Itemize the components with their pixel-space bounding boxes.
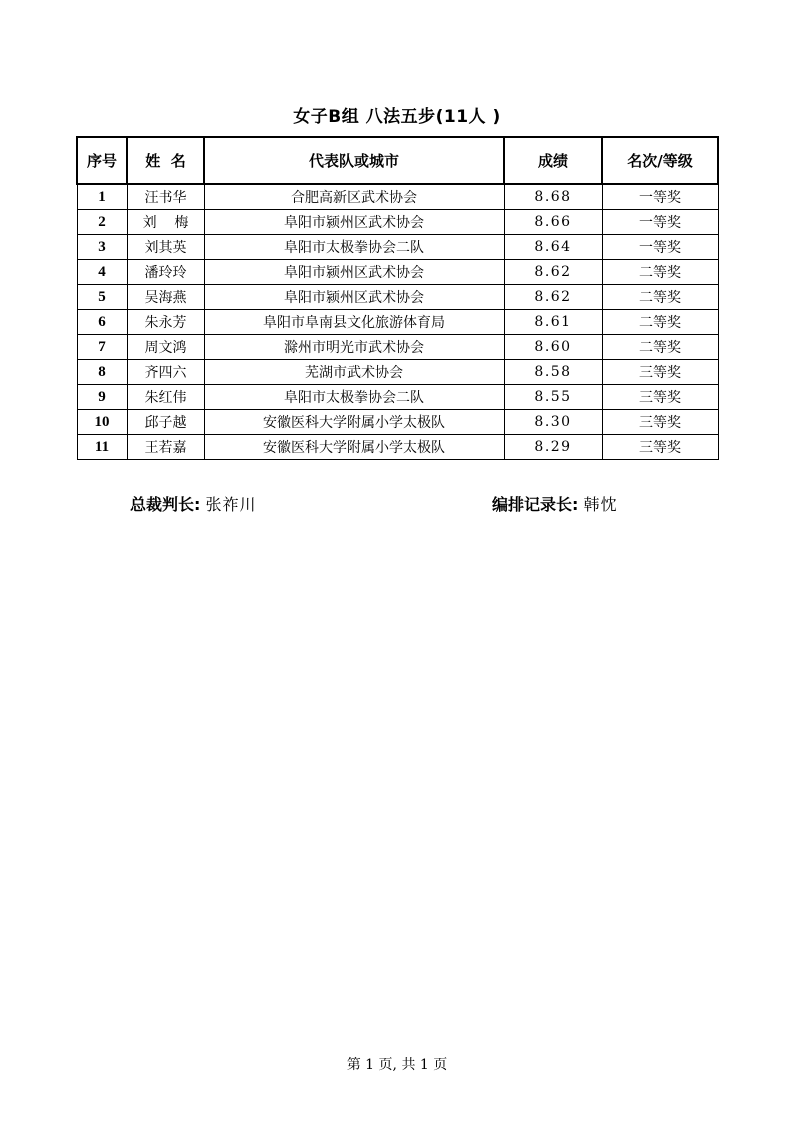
page-number: 第 1 页, 共 1 页: [346, 1057, 448, 1073]
cell-rank: 一等奖: [602, 210, 718, 235]
cell-seq: 6: [77, 310, 127, 335]
cell-team: 合肥高新区武术协会: [204, 184, 504, 210]
cell-seq: 10: [77, 410, 127, 435]
recorder-label: 编排记录长:: [492, 495, 579, 514]
table-row: [77, 184, 718, 210]
cell-team: 阜阳市颍州区武术协会: [204, 285, 504, 310]
cell-name: 周文鸿: [127, 335, 204, 360]
cell-seq: 1: [77, 184, 127, 210]
cell-team: 阜阳市颍州区武术协会: [204, 210, 504, 235]
cell-score: 8.68: [504, 184, 602, 210]
cell-name: 齐四六: [127, 360, 204, 385]
cell-team: 阜阳市太极拳协会二队: [204, 385, 504, 410]
cell-team: 阜阳市太极拳协会二队: [204, 235, 504, 260]
table-row: [77, 260, 718, 285]
cell-rank: 三等奖: [602, 435, 718, 460]
recorder-signature: [492, 492, 618, 515]
header-seq: 序号: [77, 137, 127, 184]
cell-seq: 9: [77, 385, 127, 410]
document-title: 女子B组 八法五步(11人 ): [293, 107, 501, 127]
cell-name: 邱子越: [127, 410, 204, 435]
cell-score: 8.58: [504, 360, 602, 385]
cell-seq: 4: [77, 260, 127, 285]
header-name: 姓 名: [127, 137, 204, 184]
table-header-row: [77, 137, 718, 184]
cell-score: 8.66: [504, 210, 602, 235]
cell-team: 安徽医科大学附属小学太极队: [204, 435, 504, 460]
table-row: [77, 210, 718, 235]
cell-team: 芜湖市武术协会: [204, 360, 504, 385]
cell-score: 8.29: [504, 435, 602, 460]
cell-team: 滁州市明光市武术协会: [204, 335, 504, 360]
cell-name: 潘玲玲: [127, 260, 204, 285]
cell-name: 吴海燕: [127, 285, 204, 310]
cell-rank: 一等奖: [602, 184, 718, 210]
cell-rank: 二等奖: [602, 260, 718, 285]
cell-team: 阜阳市阜南县文化旅游体育局: [204, 310, 504, 335]
header-score: 成绩: [504, 137, 602, 184]
table-row: [77, 285, 718, 310]
cell-rank: 二等奖: [602, 285, 718, 310]
recorder-name: 韩忱: [583, 495, 618, 514]
cell-rank: 一等奖: [602, 235, 718, 260]
cell-seq: 8: [77, 360, 127, 385]
table-row: [77, 310, 718, 335]
cell-name: 朱永芳: [127, 310, 204, 335]
cell-rank: 二等奖: [602, 310, 718, 335]
cell-score: 8.30: [504, 410, 602, 435]
cell-rank: 三等奖: [602, 360, 718, 385]
table-row: [77, 335, 718, 360]
cell-rank: 三等奖: [602, 410, 718, 435]
cell-seq: 11: [77, 435, 127, 460]
header-team: 代表队或城市: [204, 137, 504, 184]
cell-rank: 二等奖: [602, 335, 718, 360]
chief-judge-label: 总裁判长:: [130, 495, 201, 514]
cell-score: 8.55: [504, 385, 602, 410]
table-row: [77, 435, 718, 460]
chief-judge-signature: [130, 492, 257, 515]
table-row: [77, 385, 718, 410]
cell-seq: 5: [77, 285, 127, 310]
cell-name: 刘其英: [127, 235, 204, 260]
cell-team: 阜阳市颍州区武术协会: [204, 260, 504, 285]
cell-score: 8.64: [504, 235, 602, 260]
cell-name: 王若嘉: [127, 435, 204, 460]
cell-team: 安徽医科大学附属小学太极队: [204, 410, 504, 435]
table-header: [77, 137, 718, 184]
cell-seq: 7: [77, 335, 127, 360]
cell-score: 8.62: [504, 285, 602, 310]
table-row: [77, 410, 718, 435]
cell-score: 8.60: [504, 335, 602, 360]
cell-rank: 三等奖: [602, 385, 718, 410]
cell-seq: 2: [77, 210, 127, 235]
table-body: [77, 184, 718, 460]
cell-name: 汪书华: [127, 184, 204, 210]
cell-score: 8.61: [504, 310, 602, 335]
header-rank: 名次/等级: [602, 137, 718, 184]
cell-seq: 3: [77, 235, 127, 260]
table-row: [77, 360, 718, 385]
cell-name: 朱红伟: [127, 385, 204, 410]
cell-score: 8.62: [504, 260, 602, 285]
table-row: [77, 235, 718, 260]
cell-name: 刘 梅: [127, 210, 204, 235]
results-table: [76, 136, 719, 460]
chief-judge-name: 张祚川: [205, 495, 257, 514]
